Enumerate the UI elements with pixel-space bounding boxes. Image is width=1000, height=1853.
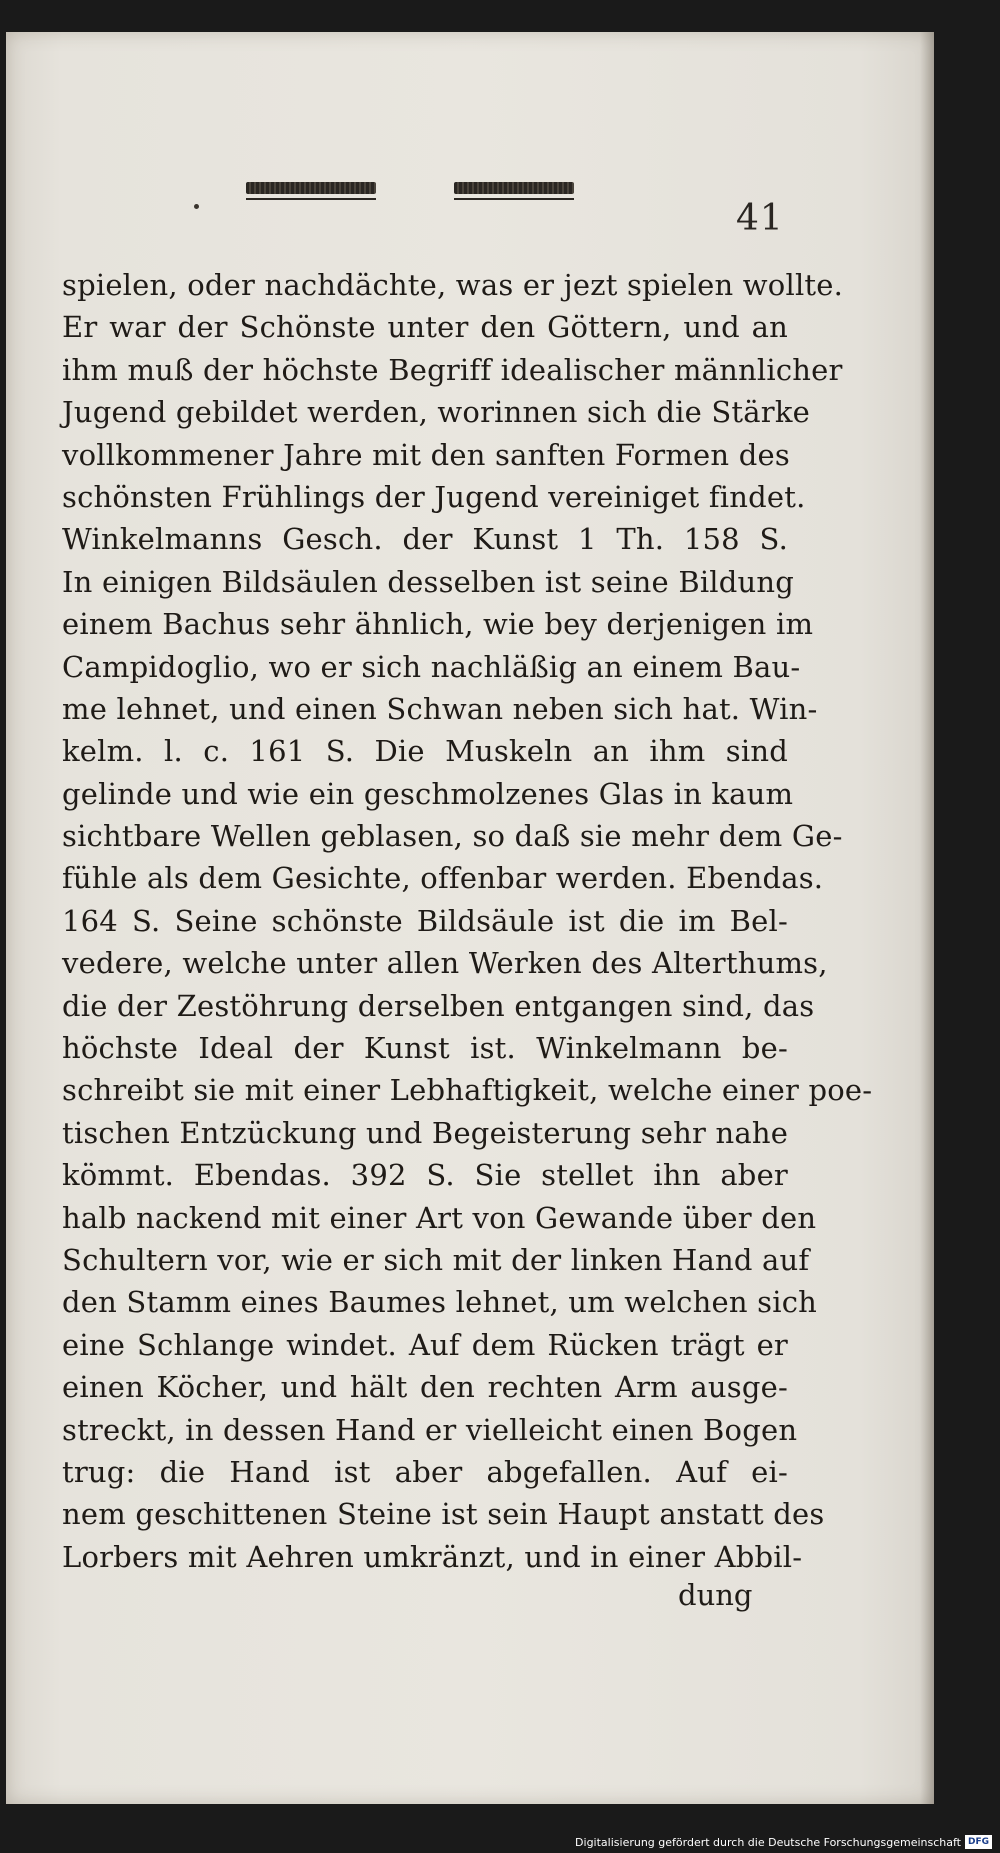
text-line: eine Schlange windet. Auf dem Rücken trägt er: [62, 1327, 788, 1362]
text-line: den Stamm eines Baumes lehnet, um welchen sich: [62, 1285, 818, 1320]
text-line: Lorbers mit Aehren umkränzt, und in einer Abbil-: [62, 1539, 803, 1574]
text-line: In einigen Bildsäulen desselben ist seine Bildung: [62, 564, 795, 599]
ornament-bar: [454, 182, 574, 194]
text-line: kelm. l. c. 161 S. Die Muskeln an ihm sind: [62, 734, 788, 769]
text-line: halb nackend mit einer Art von Gewande über den: [62, 1200, 817, 1235]
ornament-bar: [246, 182, 376, 194]
text-line: die der Zestöhrung derselben entgangen sind, das: [62, 988, 815, 1023]
credit-text: Digitalisierung gefördert durch die Deutsche Forschungsgemeinschaft: [575, 1835, 961, 1849]
book-page: [6, 32, 934, 1804]
text-line: streckt, in dessen Hand er vielleicht einen Bogen: [62, 1412, 798, 1447]
text-line: tischen Entzückung und Begeisterung sehr nahe: [62, 1115, 789, 1150]
text-line: einen Köcher, und hält den rechten Arm ausge-: [62, 1370, 788, 1405]
text-line: vollkommener Jahre mit den sanften Formen des: [62, 437, 790, 472]
text-line: sichtbare Wellen geblasen, so daß sie mehr dem Ge-: [62, 819, 843, 854]
header-ornament-left: [246, 174, 376, 202]
text-line: schreibt sie mit einer Lebhaftigkeit, welche einer poe-: [62, 1073, 873, 1108]
text-line: spielen, oder nachdächte, was er jezt spielen wollte.: [62, 268, 844, 302]
ornament-line: [454, 198, 574, 200]
text-line: Schultern vor, wie er sich mit der linken Hand auf: [62, 1242, 810, 1277]
digitization-credit: [575, 1834, 992, 1850]
body-text: [62, 264, 873, 1578]
ornament-line: [246, 198, 376, 200]
text-line: vedere, welche unter allen Werken des Alterthums,: [62, 946, 828, 981]
dfg-logo: DFG: [965, 1835, 992, 1849]
catchword: dung: [678, 1578, 753, 1612]
page-number: 41: [736, 198, 784, 239]
text-line: kömmt. Ebendas. 392 S. Sie stellet ihn aber: [62, 1158, 788, 1193]
text-line: Er war der Schönste unter den Göttern, und an: [62, 310, 788, 345]
text-line: me lehnet, und einen Schwan neben sich hat. Win-: [62, 691, 818, 726]
text-line: einem Bachus sehr ähnlich, wie bey derjenigen im: [62, 607, 814, 642]
text-line: ihm muß der höchste Begriff idealischer männlicher: [62, 352, 843, 387]
text-line: gelinde und wie ein geschmolzenes Glas in kaum: [62, 776, 794, 811]
text-line: trug: die Hand ist aber abgefallen. Auf ei-: [62, 1454, 788, 1489]
page-spine-shadow: [920, 32, 934, 1804]
text-line: Campidoglio, wo er sich nachläßig an einem Bau-: [62, 649, 801, 684]
text-line: schönsten Frühlings der Jugend vereiniget findet.: [62, 479, 806, 514]
text-line: 164 S. Seine schönste Bildsäule ist die im Bel-: [62, 903, 788, 938]
header-dot: [194, 204, 199, 209]
text-line: Jugend gebildet werden, worinnen sich die Stärke: [62, 395, 810, 430]
header-ornament-right: [454, 174, 574, 202]
text-line: nem geschittenen Steine ist sein Haupt anstatt des: [62, 1497, 825, 1532]
text-line: fühle als dem Gesichte, offenbar werden. Ebendas.: [62, 861, 824, 896]
text-line: Winkelmanns Gesch. der Kunst 1 Th. 158 S.: [62, 522, 788, 557]
text-line: höchste Ideal der Kunst ist. Winkelmann be-: [62, 1031, 788, 1066]
